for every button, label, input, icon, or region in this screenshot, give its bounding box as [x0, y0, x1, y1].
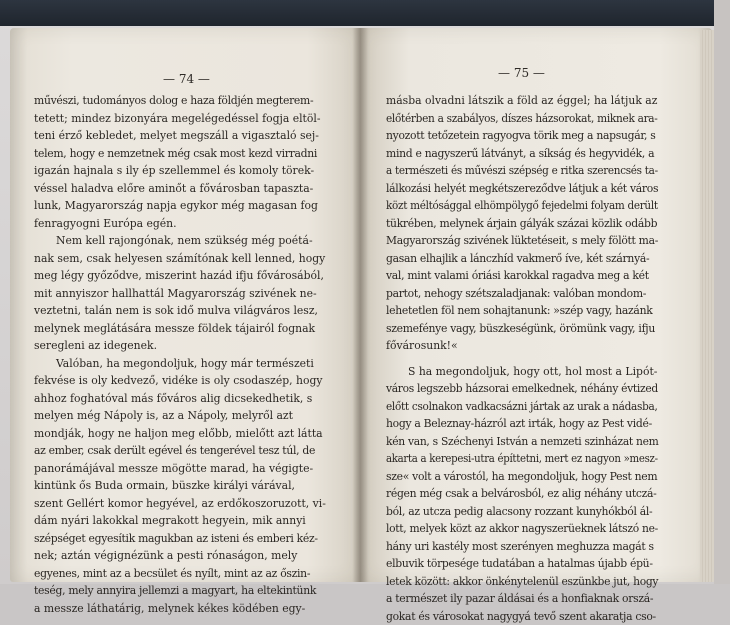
text-line: dám nyári lakokkal megrakott hegyein, mik annyi: [34, 512, 326, 530]
book-gutter: [352, 28, 368, 582]
text-line: panorámájával messze mögötte marad, ha végigte-: [34, 460, 326, 478]
text-line: letek között: akkor önkénytelenül eszünkbe jut, hogy: [386, 573, 654, 591]
text-line: művészi, tudományos dolog e haza földjén megterem-: [34, 92, 326, 110]
text-line: másba olvadni látszik a föld az éggel; ha látjuk az: [386, 92, 656, 110]
text-line: veztetni, talán nem is sok idő mulva világváros lesz,: [34, 302, 326, 320]
text-line: nak sem, csak helyesen számítónak kell lenned, hogy: [34, 250, 326, 268]
text-line: S ha megondoljuk, hogy ott, hol most a Lipót-: [386, 363, 656, 381]
text-line: nek; aztán végignézünk a pesti rónaságon, mely: [34, 547, 326, 565]
text-line: véssel haladva előre aminőt a fővárosban tapaszta-: [34, 180, 326, 198]
text-line: fenragyogni Európa egén.: [34, 215, 326, 233]
text-line: telem, hogy e nemzetnek még csak most kezd virradni: [34, 145, 326, 163]
right-page-text: [386, 92, 656, 625]
text-line: mind e nagyszerű látványt, a síkság és hegyvidék, a: [386, 145, 656, 163]
text-line: szemefénye vagy, büszkeségünk, örömünk vagy, ifju: [386, 320, 656, 338]
text-line: fővárosunk!«: [386, 337, 656, 355]
page-edges: [700, 30, 714, 582]
text-line: tükrében, melynek árjain gályák százai közlik odább: [386, 215, 656, 233]
text-line: ahhoz foghatóval más főváros alig dicsekedhetik, s: [34, 390, 326, 408]
text-line: mit annyiszor hallhattál Magyarország szivének ne-: [34, 285, 326, 303]
text-line: régen még csak a belvárosból, ez alig néhány utczá-: [386, 485, 656, 503]
text-line: kintünk ős Buda ormain, büszke királyi várával,: [34, 477, 326, 495]
text-line: szépséget egyesítik magukban az isteni és emberi kéz-: [34, 530, 326, 548]
text-line: város legszebb házsorai emelkednek, néhány évtized: [386, 380, 653, 398]
text-line: lunk, Magyarország napja egykor még magasan fog: [34, 197, 326, 215]
scan-margin-right: [714, 0, 730, 584]
text-line: sze« volt a várostól, ha megondoljuk, hogy Pest nem: [386, 468, 656, 486]
text-line: a természet ily pazar áldásai és a honfiaknak orszá-: [386, 590, 656, 608]
right-page-number: — 75 —: [498, 66, 545, 80]
text-line: elbuvik törpesége tudatában a hatalmas újabb épü-: [386, 555, 656, 573]
text-line: teség, mely annyira jellemzi a magyart, ha eltekintünk: [34, 582, 326, 600]
text-line: előtérben a szabályos, díszes házsorokat, miknek ara-: [386, 110, 649, 128]
text-line: hogy a Beleznay-házról azt irták, hogy az Pest vidé-: [386, 415, 656, 433]
text-line: seregleni az idegenek.: [34, 337, 326, 355]
text-line: lálkozási helyét megkétszereződve látjuk a két város: [386, 180, 656, 198]
text-line: melynek meglátására messze földek tájairól fognak: [34, 320, 326, 338]
text-line: a messze láthatárig, melynek kékes ködében egy-: [34, 600, 326, 618]
text-line: akarta a kerepesi-utra építtetni, mert ez nagyon »mesz-: [386, 450, 640, 468]
text-line: nyozott tetőzetein ragyogva törik meg a napsugár, s: [386, 127, 656, 145]
text-line: lehetetlen föl nem sohajtanunk: »szép vagy, hazánk: [386, 302, 656, 320]
text-line: igazán hajnala s ily ép szellemmel és komoly törek-: [34, 162, 326, 180]
text-line: Valóban, ha megondoljuk, hogy már természeti: [34, 355, 326, 373]
text-line: hány uri kastély most szerényen meghuzza magát s: [386, 538, 656, 556]
text-line: teni érző kebledet, melyet megszáll a vigasztaló sej-: [34, 127, 326, 145]
text-line: Magyarország szivének lüktetéseit, s mely fölött ma-: [386, 232, 655, 250]
text-line: fekvése is oly kedvező, vidéke is oly csodaszép, hogy: [34, 372, 326, 390]
text-line: kén van, s Széchenyi István a nemzeti szinházat nem: [386, 433, 654, 451]
text-line: val, mint valami óriási karokkal ragadva meg a két: [386, 267, 656, 285]
text-line: meg légy győződve, miszerint hazád ifju fővárosából,: [34, 267, 326, 285]
text-line: Nem kell rajongónak, nem szükség még poétá-: [34, 232, 326, 250]
text-line: szent Gellért komor hegyével, az erdőkoszoruzott, vi-: [34, 495, 326, 513]
text-line: közt méltósággal elhömpölygő fejedelmi folyam derült: [386, 197, 647, 215]
paragraph-gap: [386, 355, 656, 363]
text-line: tetett; mindez bizonyára megelégedéssel fogja eltöl-: [34, 110, 326, 128]
text-line: partot, nehogy szétszaladjanak: valóban mondom-: [386, 285, 656, 303]
text-line: lott, melyek közt az akkor nagyszerüeknek látszó ne-: [386, 520, 654, 538]
text-line: egyenes, mint az a becsület és nyílt, mint az az őszin-: [34, 565, 326, 583]
text-line: a természeti és művészi szépség e ritka szerencsés ta-: [386, 162, 647, 180]
text-line: az ember, csak derült egével és tengerével tesz túl, de: [34, 442, 326, 460]
left-page-number: — 74 —: [163, 72, 210, 86]
left-page-text: [34, 92, 326, 617]
text-line: ból, az utcza pedig alacsony rozzant kunyhókból ál-: [386, 503, 656, 521]
text-line: gasan elhajlik a lánczhíd vakmerő íve, két szárnyá-: [386, 250, 656, 268]
text-line: melyen még Nápoly is, az a Nápoly, melyről azt: [34, 407, 326, 425]
text-line: mondják, hogy ne haljon meg előbb, mielőtt azt látta: [34, 425, 326, 443]
book-cover-edge: [0, 0, 730, 26]
text-line: gokat és városokat nagygyá tevő szent akaratja cso-: [386, 608, 656, 625]
text-line: előtt csolnakon vadkacsázni jártak az urak a nádasba,: [386, 398, 648, 416]
